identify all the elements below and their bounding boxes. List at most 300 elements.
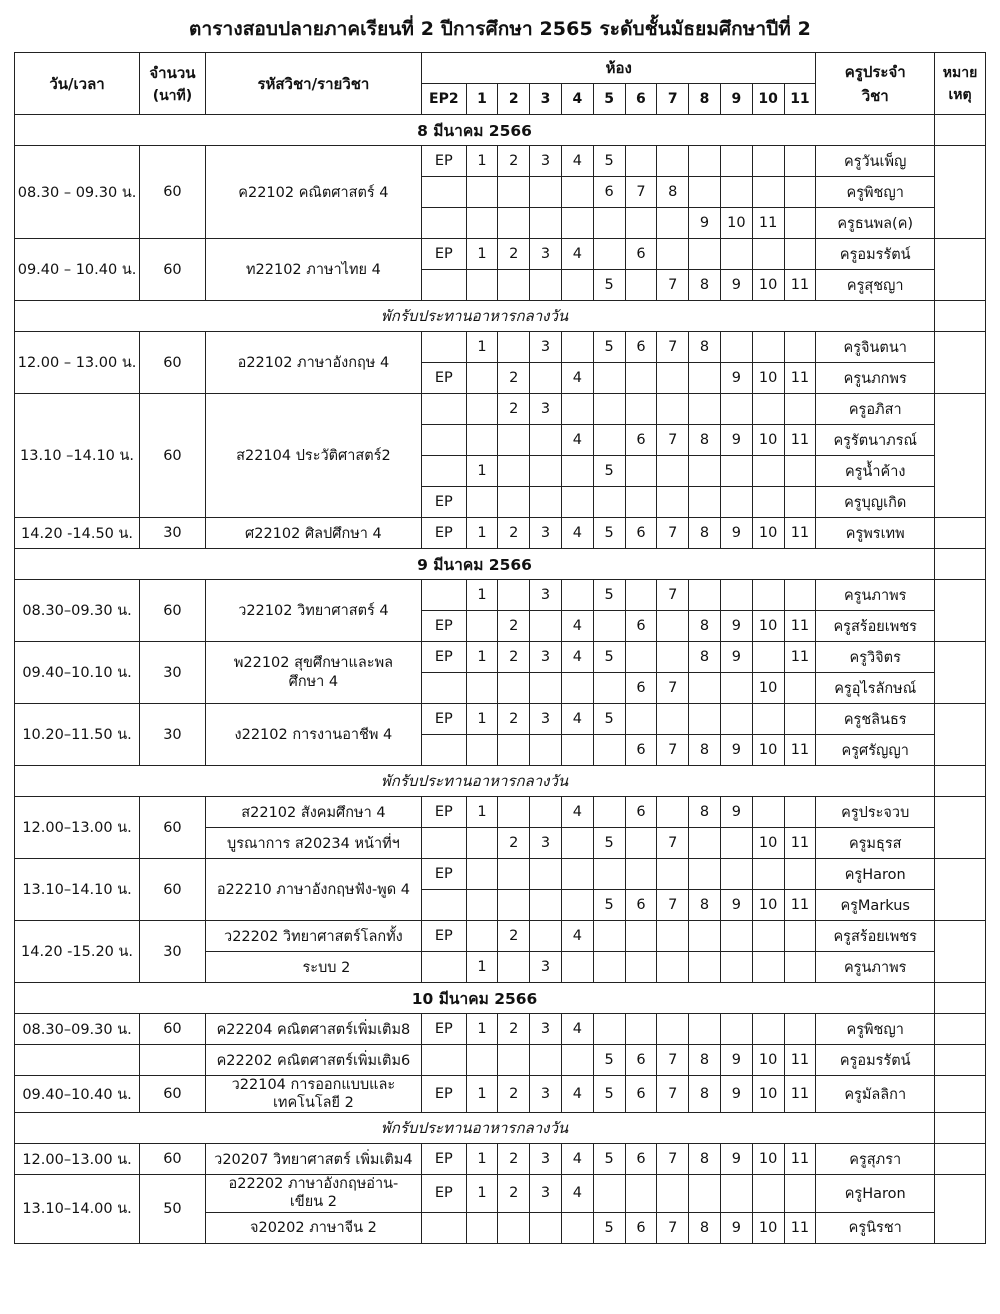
row-subject: อ22102 ภาษาอังกฤษ 4	[205, 332, 421, 394]
row-ep: EP	[422, 704, 467, 735]
lunch-label: พักรับประทานอาหารกลางวัน	[15, 1113, 935, 1144]
room-11	[784, 704, 816, 735]
row-ep: EP	[422, 797, 467, 828]
room-2: 2	[498, 704, 530, 735]
room-7: 8	[657, 177, 689, 208]
room-2	[498, 456, 530, 487]
room-11	[784, 580, 816, 611]
room-7	[657, 952, 689, 983]
row-teacher: ครูนิรชา	[816, 1212, 935, 1243]
table-row	[15, 642, 986, 673]
room-7: 7	[657, 828, 689, 859]
table-row	[15, 1175, 986, 1212]
room-5: 5	[593, 1144, 625, 1175]
room-7: 7	[657, 580, 689, 611]
room-2: 2	[498, 921, 530, 952]
lunch-break-row	[15, 1113, 986, 1144]
row-ep: EP	[422, 363, 467, 394]
table-row	[15, 797, 986, 828]
room-5: 5	[593, 518, 625, 549]
row-ep	[422, 1212, 467, 1243]
room-9: 9	[720, 735, 752, 766]
room-3: 3	[530, 1175, 562, 1212]
row-minutes: 60	[140, 146, 206, 239]
room-7	[657, 704, 689, 735]
room-3: 3	[530, 580, 562, 611]
room-4	[561, 208, 593, 239]
row-note	[935, 518, 986, 549]
room-11: 11	[784, 1212, 816, 1243]
row-ep: EP	[422, 859, 467, 890]
row-ep	[422, 208, 467, 239]
row-minutes: 60	[140, 859, 206, 921]
room-6: 6	[625, 425, 657, 456]
room-11	[784, 332, 816, 363]
room-1	[466, 394, 498, 425]
room-6	[625, 828, 657, 859]
room-6: 6	[625, 1045, 657, 1076]
room-8	[689, 859, 721, 890]
room-3: 3	[530, 518, 562, 549]
table-row	[15, 394, 986, 425]
row-teacher: ครูอุไรลักษณ์	[816, 673, 935, 704]
row-time: 12.00 – 13.00 น.	[15, 332, 140, 394]
room-8: 8	[689, 1212, 721, 1243]
date-label-1: 8 มีนาคม 2566	[15, 115, 935, 146]
room-9: 9	[720, 363, 752, 394]
row-note	[935, 642, 986, 704]
room-9	[720, 1014, 752, 1045]
row-subject: ค22204 คณิตศาสตร์เพิ่มเติม8	[205, 1014, 421, 1045]
room-5	[593, 394, 625, 425]
room-2	[498, 673, 530, 704]
room-8	[689, 487, 721, 518]
row-teacher: ครูพรเทพ	[816, 518, 935, 549]
room-1	[466, 363, 498, 394]
room-10: 10	[752, 425, 784, 456]
room-1: 1	[466, 239, 498, 270]
row-note	[935, 332, 986, 394]
room-2: 2	[498, 828, 530, 859]
room-3	[530, 797, 562, 828]
row-subject: ว22102 วิทยาศาสตร์ 4	[205, 580, 421, 642]
row-ep: EP	[422, 1144, 467, 1175]
room-4	[561, 735, 593, 766]
room-4	[561, 828, 593, 859]
room-7	[657, 1014, 689, 1045]
room-1	[466, 890, 498, 921]
room-9: 9	[720, 425, 752, 456]
room-1: 1	[466, 1076, 498, 1113]
room-11: 11	[784, 890, 816, 921]
room-10: 10	[752, 890, 784, 921]
row-teacher: ครูนภาพร	[816, 580, 935, 611]
row-time: 13.10 –14.10 น.	[15, 394, 140, 518]
row-ep	[422, 890, 467, 921]
room-10	[752, 177, 784, 208]
room-3: 3	[530, 1144, 562, 1175]
room-1: 1	[466, 704, 498, 735]
room-7	[657, 208, 689, 239]
room-6: 6	[625, 797, 657, 828]
room-4	[561, 394, 593, 425]
row-ep	[422, 952, 467, 983]
row-time: 10.20–11.50 น.	[15, 704, 140, 766]
row-teacher: ครูสุชญา	[816, 270, 935, 301]
room-10	[752, 394, 784, 425]
row-teacher: ครูพิชญา	[816, 177, 935, 208]
room-7	[657, 363, 689, 394]
room-4	[561, 487, 593, 518]
room-3	[530, 487, 562, 518]
room-1: 1	[466, 456, 498, 487]
room-11	[784, 673, 816, 704]
room-1	[466, 1212, 498, 1243]
room-2	[498, 1045, 530, 1076]
room-1	[466, 828, 498, 859]
row-subject-line2: เขียน 2	[289, 1194, 337, 1211]
room-1: 1	[466, 146, 498, 177]
row-minutes: 60	[140, 1014, 206, 1045]
row-ep: EP	[422, 611, 467, 642]
room-9	[720, 859, 752, 890]
row-subject	[205, 1175, 421, 1212]
header-day-time: วัน/เวลา	[15, 53, 140, 115]
row-teacher: ครูประจวบ	[816, 797, 935, 828]
room-4: 4	[561, 1175, 593, 1212]
room-1	[466, 487, 498, 518]
room-8: 9	[689, 208, 721, 239]
room-1: 1	[466, 642, 498, 673]
room-5	[593, 487, 625, 518]
row-subject: ว20207 วิทยาศาสตร์ เพิ่มเติม4	[205, 1144, 421, 1175]
room-11	[784, 394, 816, 425]
table-row	[15, 239, 986, 270]
row-minutes: 60	[140, 797, 206, 859]
header-room-4: 4	[561, 84, 593, 115]
room-3	[530, 673, 562, 704]
room-4	[561, 177, 593, 208]
room-4	[561, 1045, 593, 1076]
row-subject: ว22202 วิทยาศาสตร์โลกทั้ง	[205, 921, 421, 952]
header-teacher	[816, 53, 935, 115]
room-1	[466, 1045, 498, 1076]
room-4	[561, 580, 593, 611]
room-5	[593, 797, 625, 828]
header-room-9: 9	[720, 84, 752, 115]
room-5	[593, 673, 625, 704]
row-teacher: ครูรัตนาภรณ์	[816, 425, 935, 456]
room-6: 6	[625, 890, 657, 921]
room-6	[625, 394, 657, 425]
row-time: 08.30–09.30 น.	[15, 1014, 140, 1045]
room-6: 6	[625, 239, 657, 270]
page-title: ตารางสอบปลายภาคเรียนที่ 2 ปีการศึกษา 2565 ระดับชั้นมัธยมศึกษาปีที่ 2	[189, 18, 811, 40]
room-8	[689, 673, 721, 704]
room-1: 1	[466, 952, 498, 983]
row-minutes: 50	[140, 1175, 206, 1243]
room-9: 9	[720, 797, 752, 828]
row-note	[935, 239, 986, 301]
room-5: 5	[593, 1212, 625, 1243]
table-header-row	[15, 53, 986, 84]
room-11	[784, 456, 816, 487]
room-11	[784, 208, 816, 239]
room-8: 8	[689, 642, 721, 673]
room-2: 2	[498, 146, 530, 177]
room-8	[689, 363, 721, 394]
room-11: 11	[784, 611, 816, 642]
room-10	[752, 952, 784, 983]
lunch-break-row	[15, 301, 986, 332]
lunch-label: พักรับประทานอาหารกลางวัน	[15, 766, 935, 797]
room-5: 5	[593, 1045, 625, 1076]
room-10: 10	[752, 673, 784, 704]
room-10	[752, 456, 784, 487]
room-11: 11	[784, 735, 816, 766]
room-7: 7	[657, 270, 689, 301]
room-9	[720, 177, 752, 208]
room-11: 11	[784, 1144, 816, 1175]
room-1	[466, 735, 498, 766]
room-10	[752, 146, 784, 177]
row-minutes: 60	[140, 580, 206, 642]
room-7: 7	[657, 673, 689, 704]
row-teacher: ครูจินตนา	[816, 332, 935, 363]
room-11	[784, 797, 816, 828]
room-1: 1	[466, 580, 498, 611]
header-minutes	[140, 53, 206, 115]
row-ep: EP	[422, 239, 467, 270]
room-6	[625, 580, 657, 611]
room-3: 3	[530, 1014, 562, 1045]
room-9	[720, 456, 752, 487]
row-subject: ส22102 สังคมศึกษา 4	[205, 797, 421, 828]
header-minutes-line2: (นาที)	[152, 87, 193, 104]
room-11	[784, 146, 816, 177]
room-4: 4	[561, 425, 593, 456]
room-10	[752, 239, 784, 270]
row-note	[935, 797, 986, 859]
row-subject: ท22102 ภาษาไทย 4	[205, 239, 421, 301]
room-10: 10	[752, 1212, 784, 1243]
row-teacher: ครูนภาพร	[816, 952, 935, 983]
room-4: 4	[561, 239, 593, 270]
room-2	[498, 1212, 530, 1243]
room-6	[625, 146, 657, 177]
row-teacher: ครูศรัญญา	[816, 735, 935, 766]
lunch-label: พักรับประทานอาหารกลางวัน	[15, 301, 935, 332]
row-minutes: 30	[140, 704, 206, 766]
row-time: 08.30–09.30 น.	[15, 580, 140, 642]
room-3	[530, 859, 562, 890]
room-2	[498, 332, 530, 363]
room-9	[720, 952, 752, 983]
room-2	[498, 487, 530, 518]
room-9: 9	[720, 890, 752, 921]
room-1	[466, 208, 498, 239]
room-11: 11	[784, 518, 816, 549]
room-8	[689, 177, 721, 208]
header-room-10: 10	[752, 84, 784, 115]
row-time: 14.20 -14.50 น.	[15, 518, 140, 549]
room-8	[689, 952, 721, 983]
date-note-3	[935, 983, 986, 1014]
room-9	[720, 828, 752, 859]
row-time: 09.40–10.40 น.	[15, 1076, 140, 1113]
date-label-3: 10 มีนาคม 2566	[15, 983, 935, 1014]
table-row	[15, 580, 986, 611]
room-5: 5	[593, 642, 625, 673]
row-time: 14.20 -15.20 น.	[15, 921, 140, 983]
room-9	[720, 704, 752, 735]
room-8: 8	[689, 425, 721, 456]
row-ep: EP	[422, 1175, 467, 1212]
room-10	[752, 859, 784, 890]
room-8	[689, 828, 721, 859]
room-6	[625, 1175, 657, 1212]
row-ep	[422, 425, 467, 456]
room-10	[752, 580, 784, 611]
room-5: 6	[593, 177, 625, 208]
room-3	[530, 208, 562, 239]
row-subject: ระบบ 2	[205, 952, 421, 983]
header-room-3: 3	[530, 84, 562, 115]
row-ep	[422, 580, 467, 611]
header-note	[935, 53, 986, 115]
room-10	[752, 797, 784, 828]
room-11	[784, 239, 816, 270]
room-10	[752, 704, 784, 735]
room-8: 8	[689, 332, 721, 363]
room-9: 9	[720, 642, 752, 673]
row-ep	[422, 270, 467, 301]
room-4: 4	[561, 1076, 593, 1113]
row-teacher: ครูบุญเกิด	[816, 487, 935, 518]
room-1	[466, 177, 498, 208]
room-8: 8	[689, 1045, 721, 1076]
date-row-1	[15, 115, 986, 146]
room-9	[720, 580, 752, 611]
room-9: 9	[720, 1212, 752, 1243]
room-11: 11	[784, 425, 816, 456]
room-5	[593, 425, 625, 456]
lunch-note	[935, 301, 986, 332]
row-ep	[422, 394, 467, 425]
room-5: 5	[593, 270, 625, 301]
room-11	[784, 487, 816, 518]
room-3	[530, 1045, 562, 1076]
room-6: 6	[625, 1144, 657, 1175]
room-2: 2	[498, 1144, 530, 1175]
header-room-5: 5	[593, 84, 625, 115]
row-note	[935, 394, 986, 518]
room-4	[561, 890, 593, 921]
room-11: 11	[784, 270, 816, 301]
room-1: 1	[466, 1014, 498, 1045]
date-note-2	[935, 549, 986, 580]
header-room-1: 1	[466, 84, 498, 115]
header-room-11: 11	[784, 84, 816, 115]
room-7: 7	[657, 518, 689, 549]
room-2: 2	[498, 394, 530, 425]
room-8	[689, 1175, 721, 1212]
room-9	[720, 239, 752, 270]
row-subject: จ20202 ภาษาจีน 2	[205, 1212, 421, 1243]
room-6: 6	[625, 735, 657, 766]
room-2: 2	[498, 363, 530, 394]
room-5	[593, 1014, 625, 1045]
room-8: 8	[689, 797, 721, 828]
room-4	[561, 952, 593, 983]
room-3	[530, 270, 562, 301]
room-10: 10	[752, 363, 784, 394]
row-time: 12.00–13.00 น.	[15, 1144, 140, 1175]
room-1	[466, 859, 498, 890]
row-ep	[422, 177, 467, 208]
row-minutes: 30	[140, 921, 206, 983]
room-8	[689, 146, 721, 177]
row-minutes: 30	[140, 518, 206, 549]
room-3: 3	[530, 394, 562, 425]
row-subject: ง22102 การงานอาชีพ 4	[205, 704, 421, 766]
row-minutes: 30	[140, 642, 206, 704]
room-8	[689, 239, 721, 270]
room-4	[561, 673, 593, 704]
row-ep: EP	[422, 146, 467, 177]
row-teacher: ครูอมรรัตน์	[816, 239, 935, 270]
room-3	[530, 890, 562, 921]
room-4: 4	[561, 1144, 593, 1175]
date-label-2: 9 มีนาคม 2566	[15, 549, 935, 580]
room-2	[498, 208, 530, 239]
header-subject: รหัสวิชา/รายวิชา	[205, 53, 421, 115]
room-2: 2	[498, 1014, 530, 1045]
header-note-line2: เหตุ	[948, 86, 972, 103]
date-note-1	[935, 115, 986, 146]
room-8: 8	[689, 735, 721, 766]
room-10	[752, 332, 784, 363]
room-1: 1	[466, 1144, 498, 1175]
room-2: 2	[498, 1175, 530, 1212]
row-time: 09.40–10.10 น.	[15, 642, 140, 704]
row-ep: EP	[422, 921, 467, 952]
room-11	[784, 177, 816, 208]
room-9	[720, 921, 752, 952]
room-7: 7	[657, 1076, 689, 1113]
room-1	[466, 425, 498, 456]
room-3	[530, 425, 562, 456]
room-5	[593, 611, 625, 642]
row-time: 13.10–14.00 น.	[15, 1175, 140, 1243]
room-6: 6	[625, 518, 657, 549]
lunch-note	[935, 1113, 986, 1144]
row-time	[15, 1045, 140, 1076]
lunch-note	[935, 766, 986, 797]
room-7: 7	[657, 425, 689, 456]
room-6	[625, 270, 657, 301]
room-7	[657, 1175, 689, 1212]
row-subject: ศ22102 ศิลปศึกษา 4	[205, 518, 421, 549]
room-7	[657, 921, 689, 952]
header-room-group: ห้อง	[422, 53, 816, 84]
room-2	[498, 859, 530, 890]
row-teacher: ครูนภกพร	[816, 363, 935, 394]
room-7: 7	[657, 1212, 689, 1243]
room-9	[720, 1175, 752, 1212]
header-room-ep2: EP2	[422, 84, 467, 115]
room-4: 4	[561, 363, 593, 394]
